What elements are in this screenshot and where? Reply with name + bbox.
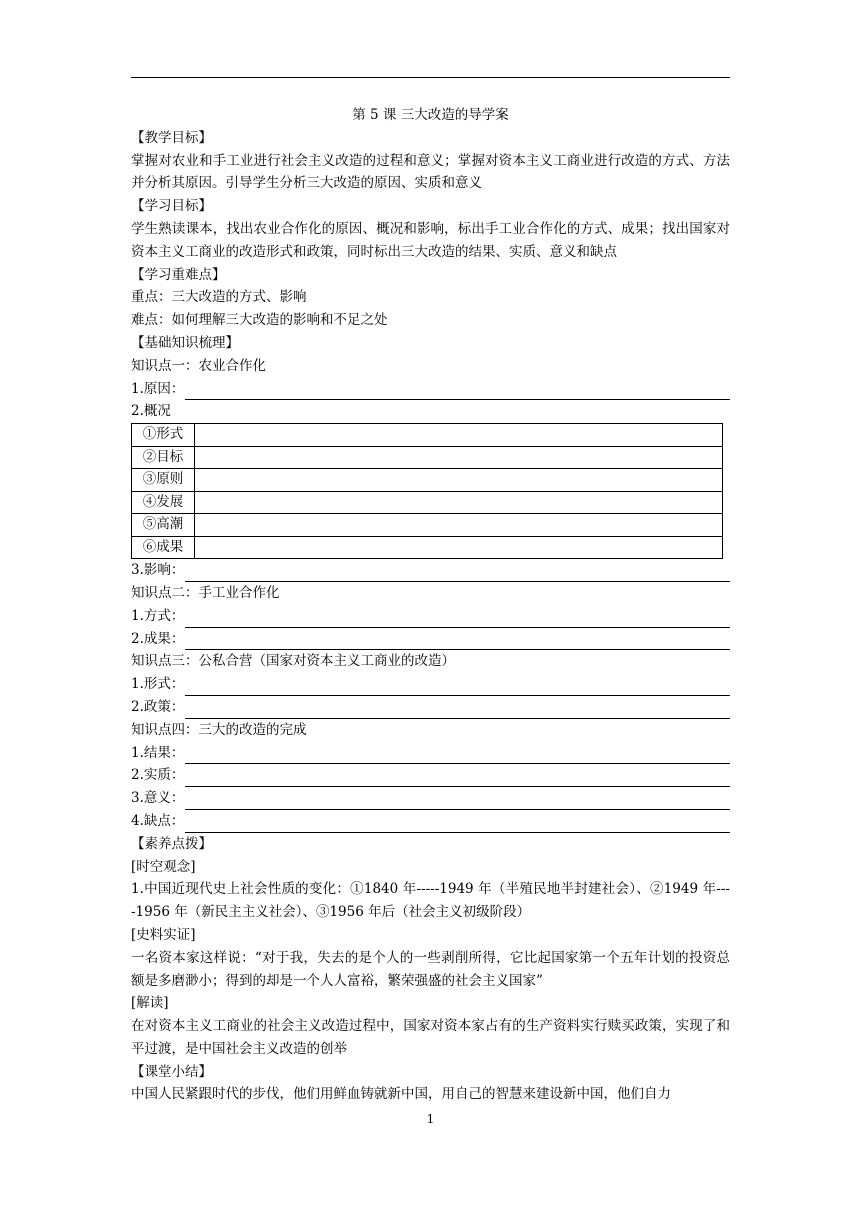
learning-goal-heading: 【学习目标】 bbox=[131, 198, 212, 215]
summary-text: 中国人民紧跟时代的步伐，他们用鲜血铸就新中国，用自己的智慧来建设新中国，他们自力 bbox=[131, 1086, 671, 1103]
spacetime-label: [时空观念] bbox=[131, 858, 196, 875]
row-label: ①形式 bbox=[132, 424, 195, 447]
answer-line[interactable] bbox=[185, 771, 730, 787]
answer-line[interactable] bbox=[185, 384, 730, 400]
kp2-result-field[interactable] bbox=[131, 628, 730, 651]
kp4-significance-field[interactable] bbox=[131, 787, 730, 810]
key-points-focus: 重点：三大改造的方式、影响 bbox=[131, 289, 307, 306]
answer-line[interactable] bbox=[185, 612, 730, 628]
kp4-significance-label: 3.意义： bbox=[131, 790, 185, 807]
row-label: ②目标 bbox=[132, 446, 195, 469]
kp2-method-label: 1.方式： bbox=[131, 607, 185, 624]
answer-line[interactable] bbox=[185, 703, 730, 719]
kp3-form-label: 1.形式： bbox=[131, 676, 185, 693]
table-row bbox=[132, 469, 723, 492]
answer-cell[interactable] bbox=[195, 514, 723, 537]
kp2-title: 知识点二：手工业合作化 bbox=[131, 584, 280, 601]
evidence-label: [史料实证] bbox=[131, 926, 196, 943]
key-points-difficulty: 难点：如何理解三大改造的影响和不足之处 bbox=[131, 312, 388, 329]
kp1-impact-field[interactable] bbox=[131, 559, 730, 582]
page-number: 1 bbox=[426, 1112, 435, 1126]
table-row bbox=[132, 424, 723, 447]
header-rule bbox=[131, 77, 730, 78]
row-label: ③原则 bbox=[132, 469, 195, 492]
row-label: ⑥成果 bbox=[132, 536, 195, 559]
answer-cell[interactable] bbox=[195, 491, 723, 514]
teaching-goal-text: 掌握对农业和手工业进行社会主义改造的过程和意义；掌握对资本主义工商业进行改造的方式、方法并分析其原因。引导学生分析三大改造的原因、实质和意义 bbox=[131, 152, 730, 192]
kp4-title: 知识点四：三大的改造的完成 bbox=[131, 721, 307, 738]
kp4-result-field[interactable] bbox=[131, 742, 730, 765]
kp3-title: 知识点三：公私合营（国家对资本主义工商业的改造） bbox=[131, 653, 455, 670]
interpret-text: 在对资本主义工商业的社会主义改造过程中，国家对资本家占有的生产资料实行赎买政策，实现了和平过渡，是中国社会主义改造的创举 bbox=[131, 1018, 730, 1057]
answer-cell[interactable] bbox=[195, 469, 723, 492]
spacetime-text: 1.中国近现代史上社会性质的变化：①1840 年-----1949 年（半殖民地半封建社会）、②1949 年----1956 年（新民主主义社会）、③1956 年后（社会主义初级阶段） bbox=[131, 881, 730, 921]
kp3-policy-field[interactable] bbox=[131, 696, 730, 719]
kp2-result-label: 2.成果： bbox=[131, 630, 185, 647]
evidence-text: 一名资本家这样说：“对于我，失去的是个人的一些剥削所得，它比起国家第一个五年计划的投资总额是多磨渺小；得到的却是一个人人富裕，繁荣强盛的社会主义国家” bbox=[131, 949, 730, 989]
table-row bbox=[132, 491, 723, 514]
kp4-shortcoming-label: 4.缺点： bbox=[131, 812, 185, 829]
table-row bbox=[132, 536, 723, 559]
kp1-reason-field[interactable] bbox=[131, 378, 730, 401]
kp3-form-field[interactable] bbox=[131, 673, 730, 696]
answer-cell[interactable] bbox=[195, 424, 723, 447]
kp4-shortcoming-field[interactable] bbox=[131, 810, 730, 833]
answer-line[interactable] bbox=[185, 634, 730, 650]
answer-line[interactable] bbox=[185, 680, 730, 696]
kp1-title: 知识点一：农业合作化 bbox=[131, 357, 266, 374]
key-points-heading: 【学习重难点】 bbox=[131, 266, 226, 283]
kp4-essence-field[interactable] bbox=[131, 764, 730, 787]
kp1-impact-label: 3.影响： bbox=[131, 562, 185, 579]
document-page bbox=[131, 0, 730, 1216]
teaching-goal-heading: 【教学目标】 bbox=[131, 129, 212, 146]
kp4-result-label: 1.结果： bbox=[131, 744, 185, 761]
learning-goal-text: 学生熟读课本，找出农业合作化的原因、概况和影响，标出手工业合作化的方式、成果；找出国家对资本主义工商业的改造形式和政策，同时标出三大改造的结果、实质、意义和缺点 bbox=[131, 220, 730, 260]
row-label: ⑤高潮 bbox=[132, 514, 195, 537]
answer-line[interactable] bbox=[185, 794, 730, 810]
answer-line[interactable] bbox=[185, 817, 730, 833]
page-title: 第 5 课 三大改造的导学案 bbox=[352, 107, 509, 123]
answer-line[interactable] bbox=[185, 566, 730, 582]
knowledge-heading: 【基础知识梳理】 bbox=[131, 334, 239, 351]
answer-cell[interactable] bbox=[195, 536, 723, 559]
kp2-method-field[interactable] bbox=[131, 605, 730, 628]
row-label: ④发展 bbox=[132, 491, 195, 514]
answer-cell[interactable] bbox=[195, 446, 723, 469]
document-content bbox=[131, 104, 730, 1106]
kp3-policy-label: 2.政策： bbox=[131, 698, 185, 715]
kp4-essence-label: 2.实质： bbox=[131, 767, 185, 784]
summary-heading: 【课堂小结】 bbox=[131, 1063, 212, 1080]
table-row bbox=[132, 446, 723, 469]
kp1-overview-table bbox=[131, 423, 723, 559]
literacy-heading: 【素养点拨】 bbox=[131, 835, 212, 852]
table-row bbox=[132, 514, 723, 537]
answer-line[interactable] bbox=[185, 748, 730, 764]
kp1-overview-label: 2.概况 bbox=[131, 403, 171, 420]
kp1-reason-label: 1.原因： bbox=[131, 380, 185, 397]
interpret-label: [解读] bbox=[131, 995, 169, 1012]
